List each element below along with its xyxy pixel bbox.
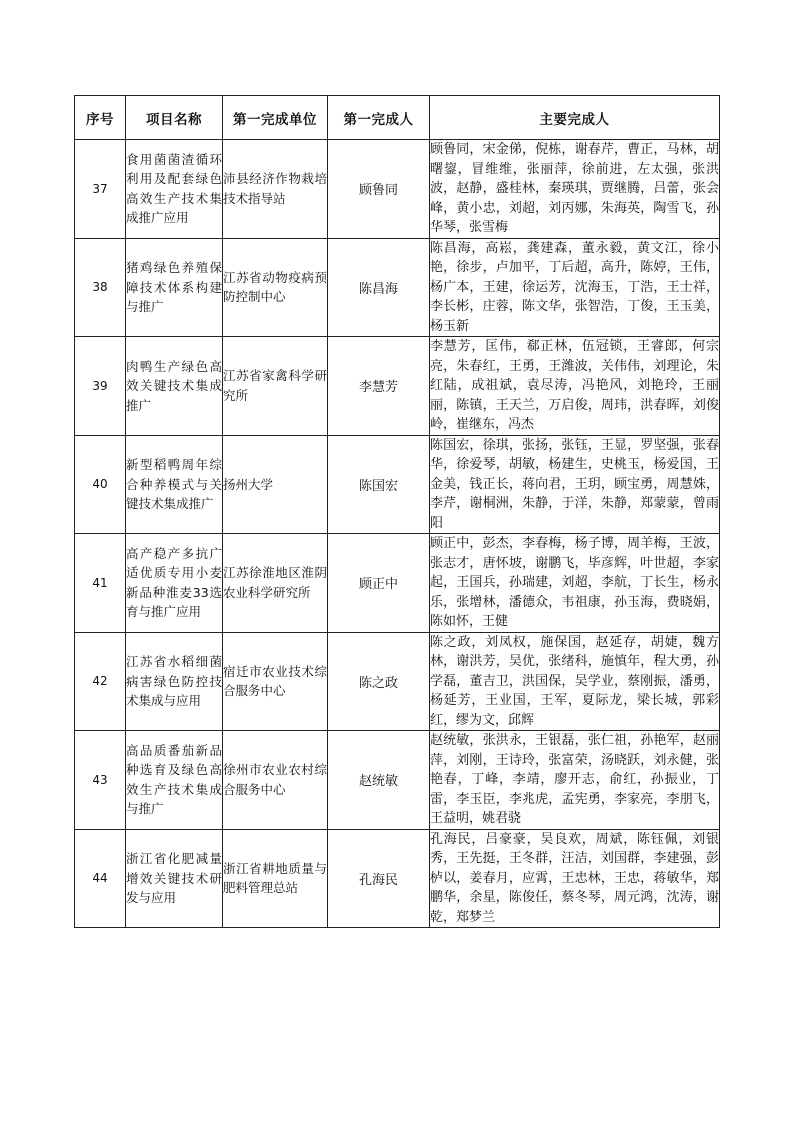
table-header-row	[75, 96, 720, 140]
row-first-person: 孔海民	[328, 829, 430, 928]
award-table	[74, 95, 720, 928]
row-main-contributors: 陈国宏，徐琪，张扬，张钰，王显，罗坚强，张春华，徐爱琴，胡敏，杨建生，史桃玉，杨爱国，王金美，钱正长，蒋向君，王玥，顾宝勇，周慧姝，李芹，谢桐洲，朱静，于洋，朱静，郑蒙蒙，曾雨阳	[430, 435, 720, 534]
row-main-contributors: 陈之政，刘凤权，施保国，赵延存，胡婕，魏方林，谢洪芳，吴优，张绪科，施慎年，程大勇，孙学磊，董吉卫，洪国保，吴学业，蔡刚振，潘勇，杨延芳，王业国，王军，夏际龙，梁长城，郭彩红，缪为文，邱辉	[430, 632, 720, 731]
row-first-unit: 徐州市农业农村综合服务中心	[223, 731, 328, 830]
row-first-person: 顾鲁同	[328, 140, 430, 239]
row-project-name: 新型稻鸭周年综合种养模式与关键技术集成推广	[126, 435, 223, 534]
row-project-name: 高产稳产多抗广适优质专用小麦新品种淮麦33选育与推广应用	[126, 534, 223, 633]
row-main-contributors: 李慧芳，匡伟，郗正林，伍冠锁，王睿郎，何宗亮，朱春红，王勇，王潍波，关伟伟，刘理论，朱红陆，成祖斌，袁尽涛，冯艳风，刘艳玲，王丽丽，陈镇，王天兰，万启俊，周玮，洪春晖，刘俊岭，崔继东，冯杰	[430, 337, 720, 436]
row-serial-number: 39	[75, 337, 126, 436]
table-row	[75, 731, 720, 830]
header-serial-number: 序号	[75, 96, 126, 140]
table-row	[75, 435, 720, 534]
row-project-name: 高品质番茄新品种选育及绿色高效生产技术集成与推广	[126, 731, 223, 830]
row-first-person: 陈之政	[328, 632, 430, 731]
row-first-unit: 沛县经济作物栽培技术指导站	[223, 140, 328, 239]
table-row	[75, 238, 720, 337]
row-serial-number: 40	[75, 435, 126, 534]
row-project-name: 江苏省水稻细菌病害绿色防控技术集成与应用	[126, 632, 223, 731]
row-project-name: 猪鸡绿色养殖保障技术体系构建与推广	[126, 238, 223, 337]
header-main-contributors: 主要完成人	[430, 96, 720, 140]
table-row	[75, 632, 720, 731]
row-serial-number: 41	[75, 534, 126, 633]
header-first-person: 第一完成人	[328, 96, 430, 140]
row-main-contributors: 顾鲁同，宋金俤，倪栋，谢春芹，曹正，马林，胡曙鋆，冒维维，张丽萍，徐前进，左太强，张洪波，赵静，盛桂林，秦瑛琪，贾继腾，吕蕾，张会峰，黄小忠，刘超，刘丙娜，朱海英，陶雪飞，孙华琴，张雪梅	[430, 140, 720, 239]
row-project-name: 食用菌菌渣循环利用及配套绿色高效生产技术集成推广应用	[126, 140, 223, 239]
header-first-unit: 第一完成单位	[223, 96, 328, 140]
row-first-person: 李慧芳	[328, 337, 430, 436]
row-first-person: 陈昌海	[328, 238, 430, 337]
row-project-name: 浙江省化肥减量增效关键技术研发与应用	[126, 829, 223, 928]
row-main-contributors: 陈昌海，高崧，龚建森，董永毅，黄文江，徐小艳，徐步，卢加平，丁后超，高升，陈婷，王伟，杨广本，王建，徐运芳，沈海玉，丁浩，王士祥，李长彬，庄蓉，陈文华，张智浩，丁俊，王玉美，杨玉新	[430, 238, 720, 337]
row-main-contributors: 顾正中，彭杰，李春梅，杨子博，周羊梅，王波，张志才，唐怀坡，谢鹏飞，毕彦辉，叶世超，李家起，王国兵，孙瑞建，刘超，李航，丁长生，杨永乐，张增林，潘德众，韦祖康，孙玉海，费晓娟，陈如怀，王健	[430, 534, 720, 633]
row-first-unit: 扬州大学	[223, 435, 328, 534]
row-project-name: 肉鸭生产绿色高效关键技术集成推广	[126, 337, 223, 436]
row-first-unit: 江苏省动物疫病预防控制中心	[223, 238, 328, 337]
row-main-contributors: 孔海民，吕豪豪，吴良欢，周斌，陈钰佩，刘银秀，王先挺，王冬群，汪洁，刘国群，李建强，彭栌以，姜春月，应霄，王忠林，王忠，蒋敏华，郑鹏华，余星，陈俊任，蔡冬琴，周元鸿，沈涛，谢乾，郑梦兰	[430, 829, 720, 928]
table-row	[75, 829, 720, 928]
row-serial-number: 44	[75, 829, 126, 928]
row-first-unit: 宿迁市农业技术综合服务中心	[223, 632, 328, 731]
table-row	[75, 534, 720, 633]
row-first-unit: 江苏徐淮地区淮阴农业科学研究所	[223, 534, 328, 633]
row-serial-number: 42	[75, 632, 126, 731]
row-first-person: 顾正中	[328, 534, 430, 633]
row-serial-number: 43	[75, 731, 126, 830]
row-first-person: 陈国宏	[328, 435, 430, 534]
row-first-person: 赵统敏	[328, 731, 430, 830]
row-first-unit: 江苏省家禽科学研究所	[223, 337, 328, 436]
table-row	[75, 337, 720, 436]
row-serial-number: 37	[75, 140, 126, 239]
row-main-contributors: 赵统敏，张洪永，王银磊，张仁祖，孙艳军，赵丽萍，刘刚，王诗玲，张富荣，汤晓跃，刘永健，张艳春，丁峰，李靖，廖开志，俞红，孙振业，丁雷，李玉臣，李兆虎，孟宪勇，李家亮，李朋飞，王益明，姚君骁	[430, 731, 720, 830]
header-project-name: 项目名称	[126, 96, 223, 140]
row-serial-number: 38	[75, 238, 126, 337]
row-first-unit: 浙江省耕地质量与肥料管理总站	[223, 829, 328, 928]
table-row	[75, 140, 720, 239]
